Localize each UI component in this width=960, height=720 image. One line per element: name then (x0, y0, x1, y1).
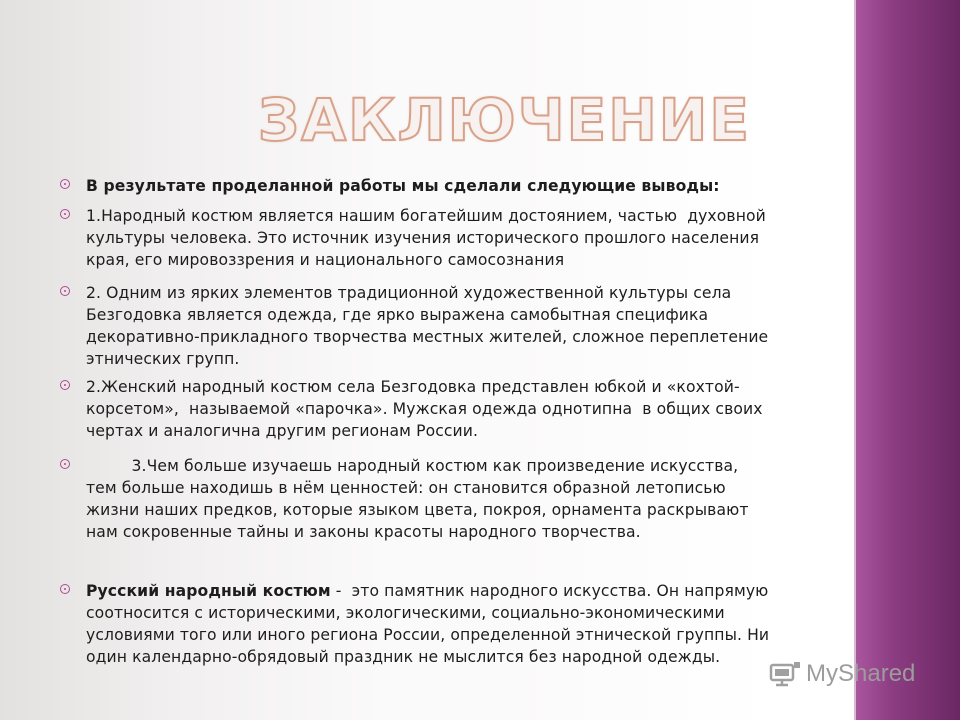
myshared-logo-icon (768, 659, 802, 689)
item-text: 2. Одним из ярких элементов традиционной художественной культуры села Безгодовка является одежда, где ярко выражена самобытная специфика декоративно-прикладного творчества местных жителей, сложное переплетение этнических групп. (86, 284, 769, 368)
bullet-icon (60, 209, 70, 219)
watermark-text: MyShared (806, 660, 916, 687)
watermark (768, 656, 915, 692)
item-text: 3.Чем больше изучаешь народный костюм как произведение искусства, тем больше находишь в нём ценностей: он становится образной летописью жизни наших предков, которые языком цвета, покроя, орнамента раскрывают нам сокровенные тайны и законы красоты народного творчества. (86, 457, 749, 541)
bullet-icon (60, 584, 70, 594)
bullet-icon (60, 286, 70, 296)
item-text-rest: - это памятник народного искусства. Он напрямую соотносится с историческими, экологическими, социально-экономическими условиями того или иного региона России, определенной этнической группы. Ни один календарно-обрядовый праздник не мыслится без народной одежды. (86, 582, 770, 666)
item-text: В результате проделанной работы мы сделали следующие выводы: (86, 177, 720, 195)
decorative-sidebar (856, 0, 960, 720)
bullet-icon (60, 179, 70, 189)
bullet-icon (60, 459, 70, 469)
item-text: 2.Женский народный костюм села Безгодовка представлен юбкой и «кохтой- корсетом», называемой «парочка». Мужская одежда однотипна в общих своих чертах и аналогична другим регионам России. (86, 378, 763, 440)
slide-title: ЗАКЛЮЧЕНИЕ (258, 86, 751, 154)
item-bold-text: Русский народный костюм (86, 582, 331, 600)
bullet-icon (60, 380, 70, 390)
item-text: 1.Народный костюм является нашим богатейшим достоянием, частью духовной культуры человека. Это источник изучения исторического прошлого населения края, его мировоззрения и национального самосознания (86, 207, 766, 269)
item-text (86, 580, 800, 668)
